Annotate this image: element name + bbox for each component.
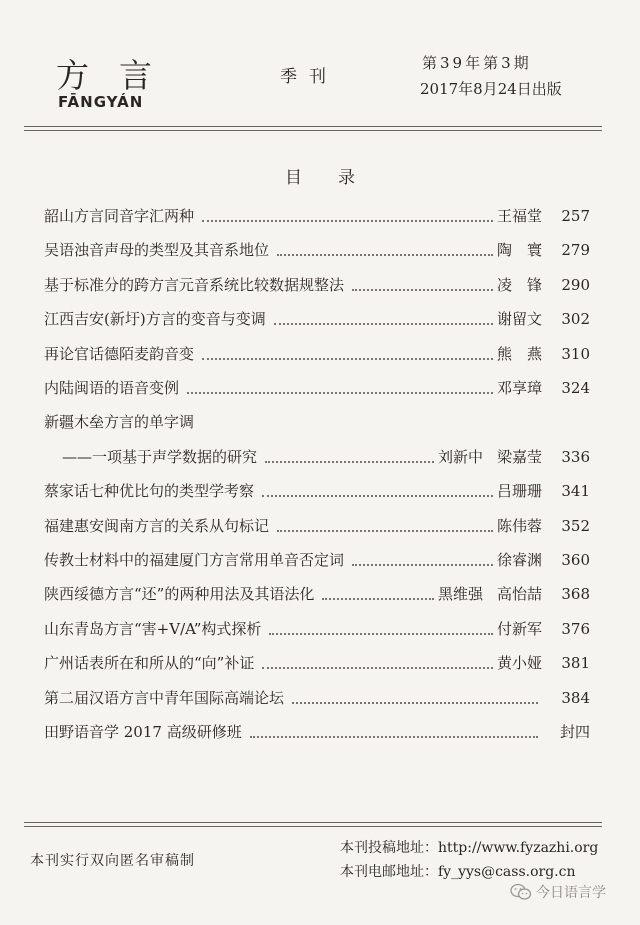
toc-entry-author: 徐睿渊 [496, 551, 542, 569]
toc-entry [44, 720, 590, 744]
toc-entry-page: 279 [561, 241, 590, 259]
toc-entry-title: 传教士材料中的福建厦门方言常用单音否定词 [44, 551, 345, 569]
toc-entry-title: 广州话表所在和所从的“向”补证 [44, 654, 255, 672]
toc-entry [44, 342, 590, 366]
toc-entry-title: 基于标准分的跨方言元音系统比较数据规整法 [44, 276, 345, 294]
toc-entry [44, 582, 590, 606]
journal-title: 方言 [56, 56, 182, 95]
toc-entry-title: ——一项基于声学数据的研究 [62, 448, 258, 466]
toc-entry-author: 梁嘉莹 [496, 448, 542, 466]
toc-entry [44, 548, 590, 572]
email-address: 本刊电邮地址：fy_yys@cass.org.cn [340, 864, 576, 880]
toc-entry-page: 310 [561, 345, 590, 363]
toc-leader-dots [269, 633, 493, 635]
toc-entry-page: 302 [561, 310, 590, 328]
toc-entry [44, 204, 590, 228]
submission-address: 本刊投稿地址：http://www.fyzazhi.org [340, 840, 599, 856]
journal-romanization: FĀNGYÁN [58, 93, 144, 111]
toc-entry [44, 307, 590, 331]
toc-entry-title: 蔡家话七种优比句的类型学考察 [44, 482, 255, 500]
toc-entry-author: 陈伟蓉 [496, 517, 542, 535]
toc-entry [44, 686, 590, 710]
toc-entry-title: 田野语音学 2017 高级研修班 [44, 723, 242, 741]
toc-entry-author: 谢留文 [496, 310, 542, 328]
toc-entry-page: 352 [561, 517, 590, 535]
toc-entry-page: 336 [561, 448, 590, 466]
toc-entry [44, 238, 590, 262]
toc-entry-page: 封四 [559, 723, 590, 741]
toc-leader-dots [265, 461, 434, 463]
toc-entry-page: 381 [561, 654, 590, 672]
toc-entry-author: 黄小娅 [496, 654, 542, 672]
toc-entry-author: 王福堂 [496, 207, 542, 225]
footer-rule-bottom [24, 826, 602, 827]
issue-number: 第39年第3期 [422, 54, 532, 72]
watermark [510, 882, 606, 902]
toc-entry-title: 韶山方言同音字汇两种 [44, 207, 195, 225]
toc-entry-author: 邓享璋 [496, 379, 542, 397]
toc-entry [44, 273, 590, 297]
toc-leader-dots [202, 220, 493, 222]
publication-date: 2017年8月24日出版 [420, 80, 562, 98]
toc-leader-dots [352, 564, 493, 566]
toc-entry-author: 陶 寰 [496, 241, 542, 259]
review-policy-note: 本刊实行双向匿名审稿制 [30, 853, 195, 869]
toc-entry-page: 360 [561, 551, 590, 569]
toc-entry-title: 新疆木垒方言的单字调 [44, 413, 195, 431]
toc-entry [44, 479, 590, 503]
toc-entry-author: 黑维强 [437, 585, 483, 603]
toc-entry-page: 376 [561, 620, 590, 638]
toc-entry-author: 高怡喆 [496, 585, 542, 603]
toc-leader-dots [322, 598, 434, 600]
toc-entry-author: 付新军 [496, 620, 542, 638]
toc-entry-page: 384 [561, 689, 590, 707]
publication-frequency: 季刊 [280, 67, 338, 87]
toc-leader-dots [274, 323, 493, 325]
toc-leader-dots [277, 254, 493, 256]
header-rule-bottom [24, 130, 602, 131]
footer-rule-top [24, 822, 602, 823]
toc-leader-dots [277, 530, 493, 532]
toc-entry [62, 445, 590, 469]
toc-entry-title: 福建惠安闽南方言的关系从句标记 [44, 517, 270, 535]
toc-entry [44, 514, 590, 538]
wechat-icon [510, 883, 532, 901]
toc-entry-page: 257 [561, 207, 590, 225]
toc-leader-dots [202, 358, 493, 360]
toc-entry-author: 吕珊珊 [496, 482, 542, 500]
toc-leader-dots [292, 702, 538, 704]
toc-entry-title: 内陆闽语的语音变例 [44, 379, 180, 397]
toc-entry-title: 吴语浊音声母的类型及其音系地位 [44, 241, 270, 259]
header-rule-top [24, 126, 602, 127]
watermark-text: 今日语言学 [536, 885, 606, 901]
toc-entry-title: 第二届汉语方言中青年国际高端论坛 [44, 689, 285, 707]
toc-leader-dots [262, 667, 493, 669]
toc-entry-author: 刘新中 [437, 448, 483, 466]
toc-entry-author: 凌 锋 [496, 276, 542, 294]
toc-entry [44, 617, 590, 641]
toc-entry-author: 熊 燕 [496, 345, 542, 363]
toc-heading: 目录 [285, 168, 391, 188]
toc-entry [44, 376, 590, 400]
toc-entry-page: 290 [561, 276, 590, 294]
toc-entry [44, 651, 590, 675]
toc-entry [44, 410, 590, 434]
toc-leader-dots [262, 495, 493, 497]
toc-entry-title: 江西吉安(新圩)方言的变音与变调 [44, 310, 266, 328]
toc-entry-title: 再论官话德陌麦韵音变 [44, 345, 195, 363]
toc-leader-dots [352, 289, 493, 291]
toc-entry-title: 山东青岛方言“害+V/A”构式探析 [44, 620, 262, 638]
toc-entry-page: 341 [561, 482, 590, 500]
toc-leader-dots [187, 392, 493, 394]
toc-leader-dots [250, 736, 538, 738]
toc-entry-page: 368 [561, 585, 590, 603]
toc-entry-title: 陕西绥德方言“还”的两种用法及其语法化 [44, 585, 315, 603]
toc-entry-page: 324 [561, 379, 590, 397]
